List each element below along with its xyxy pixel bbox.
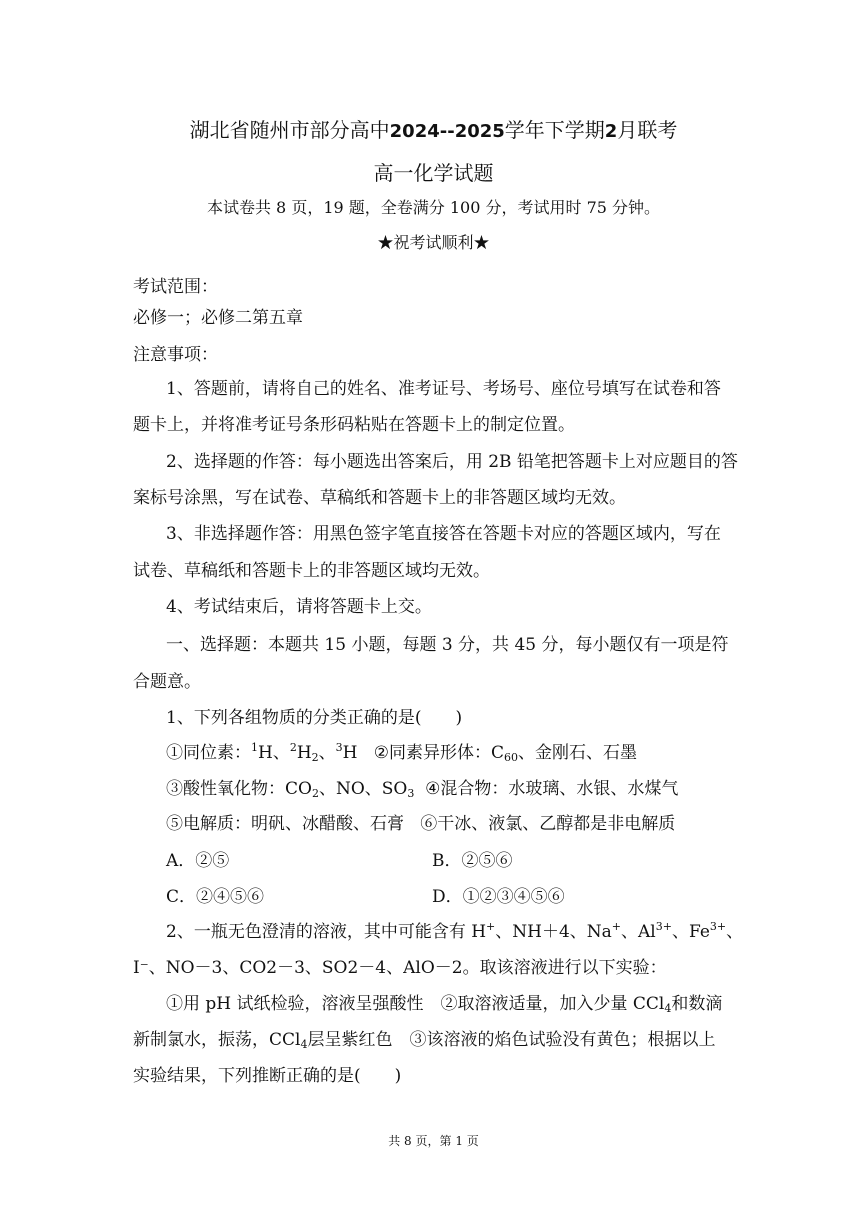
q1-text: 、金刚石、石墨 — [517, 743, 637, 763]
q2-text: 、NH＋4、Na — [495, 922, 612, 942]
exam-info: 本试卷共 8 页，19 题，全卷满分 100 分，考试用时 75 分钟。 — [206, 198, 661, 217]
q1-option-d: D．①②③④⑤⑥ — [432, 887, 565, 907]
question-1-stem: 1、下列各组物质的分类正确的是( ) — [166, 708, 463, 728]
q2-sup: + — [486, 920, 496, 933]
question-2-experiment-line-2 — [133, 1029, 715, 1051]
question-2-stem-line-1 — [166, 921, 743, 943]
q1-item-3-label: ③酸性氧化物：CO — [166, 779, 312, 799]
scope-value: 必修一；必修二第五章 — [133, 308, 303, 328]
q1-text: 、NO、SO — [318, 779, 408, 799]
q2-text: 、Al — [621, 922, 656, 942]
q1-item-5: ⑤电解质：明矾、冰醋酸、石膏 — [166, 814, 404, 834]
exam-subtitle: 高一化学试题 — [373, 161, 494, 185]
title-mid: 学年下学期 — [504, 118, 605, 142]
q1-sup: 1 — [251, 741, 258, 754]
notes-label: 注意事项： — [133, 345, 218, 365]
scope-label: 考试范围： — [133, 277, 218, 297]
note-2-line-1: 2、选择题的作答：每小题选出答案后，用 2B 铅笔把答题卡上对应题目的答 — [166, 452, 738, 472]
q2-text: 2、一瓶无色澄清的溶液，其中可能含有 H — [166, 922, 487, 942]
title-suffix: 月联考 — [617, 118, 678, 142]
q1-sub: 3 — [407, 787, 415, 800]
note-1-line-2: 题卡上，并将准考证号条形码粘贴在答题卡上的制定位置。 — [133, 415, 575, 435]
question-2-stem-line-2: I⁻、NO－3、CO2－3、SO2－4、AlO－2。取该溶液进行以下实验： — [133, 958, 667, 978]
title-years: 2024--2025 — [389, 121, 505, 142]
q1-text: H — [296, 743, 312, 763]
q1-text: 、 — [318, 743, 336, 763]
question-1-items-row-3 — [166, 813, 675, 835]
q1-sub: 60 — [503, 751, 518, 764]
q1-option-b: B．②⑤⑥ — [432, 851, 513, 871]
q1-sub: 2 — [311, 751, 319, 764]
note-4: 4、考试结束后，请将答题卡上交。 — [166, 597, 432, 617]
question-2-experiment-line-3: 实验结果，下列推断正确的是( ) — [133, 1066, 402, 1086]
section-1-line-2: 合题意。 — [133, 672, 201, 692]
q2-text: 层呈紫红色 ③该溶液的焰色试验没有黄色；根据以上 — [307, 1030, 716, 1050]
q1-sup: 3 — [335, 741, 343, 754]
q1-item-2-label: ②同素异形体：C — [373, 743, 504, 763]
q1-sup: 2 — [289, 741, 297, 754]
q1-text: H — [342, 743, 358, 763]
q1-option-c: C．②④⑤⑥ — [166, 887, 265, 907]
exam-blessing: ★祝考试顺利★ — [377, 233, 490, 252]
q2-sub: 4 — [300, 1038, 308, 1051]
title-prefix: 湖北省随州市部分高中 — [189, 118, 390, 142]
note-3-line-1: 3、非选择题作答：用黑色签字笔直接答在答题卡对应的答题区域内，写在 — [166, 524, 721, 544]
section-1-line-1: 一、选择题：本题共 15 小题，每题 3 分，共 45 分，每小题仅有一项是符 — [166, 635, 729, 655]
note-3-line-2: 试卷、草稿纸和答题卡上的非答题区域均无效。 — [133, 561, 490, 581]
q2-text: 、Fe — [671, 922, 710, 942]
question-1-items-row-1 — [166, 742, 637, 764]
title-month: 2 — [604, 121, 618, 142]
page-footer: 共 8 页，第 1 页 — [388, 1134, 479, 1148]
q1-text: H、 — [258, 743, 290, 763]
q1-item-4: ④混合物：水玻璃、水银、水煤气 — [425, 779, 679, 799]
note-2-line-2: 案标号涂黑，写在试卷、草稿纸和答题卡上的非答题区域均无效。 — [133, 488, 626, 508]
exam-title — [0, 117, 867, 145]
note-1-line-1: 1、答题前，请将自己的姓名、准考证号、考场号、座位号填写在试卷和答 — [166, 379, 721, 399]
q2-sup: 3+ — [655, 920, 672, 933]
q2-sup: + — [611, 920, 622, 933]
q2-sub: 4 — [664, 1002, 672, 1015]
q1-option-a: A．②⑤ — [166, 851, 230, 871]
q1-item-6: ⑥干冰、液氯、乙醇都是非电解质 — [420, 814, 676, 834]
q2-text: 、 — [726, 922, 744, 942]
q1-item-1-label: ①同位素： — [166, 743, 251, 763]
q1-sub: 2 — [311, 787, 319, 800]
q2-text: 和数滴 — [671, 994, 723, 1014]
q2-text: 新制氯水，振荡，CCl — [133, 1030, 301, 1050]
question-1-items-row-2 — [166, 778, 678, 800]
q2-text: ①用 pH 试纸检验，溶液呈强酸性 ②取溶液适量，加入少量 CCl — [166, 994, 665, 1014]
q2-sup: 3+ — [709, 920, 727, 933]
question-2-experiment-line-1 — [166, 993, 722, 1015]
